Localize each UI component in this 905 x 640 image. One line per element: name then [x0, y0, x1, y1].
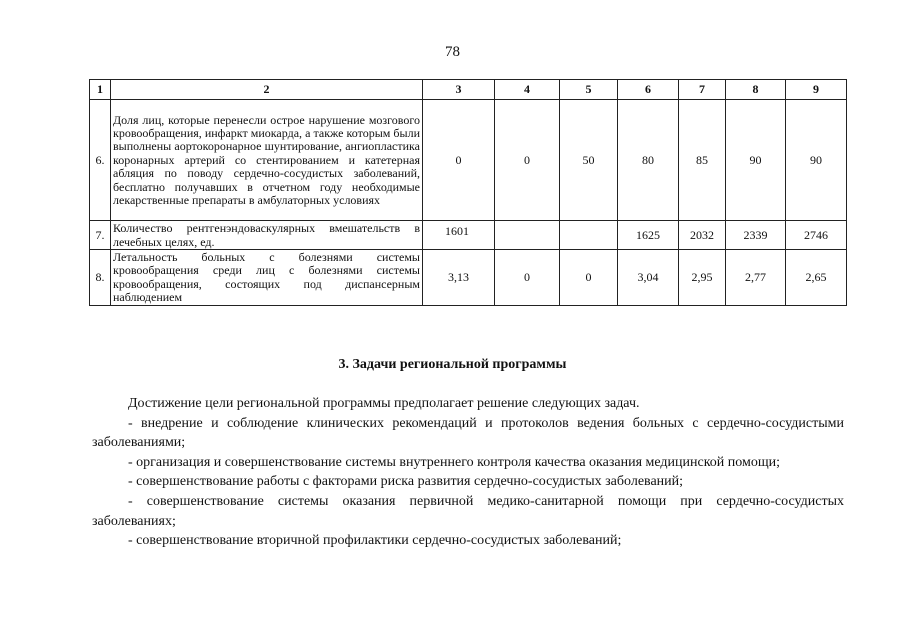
row-value: 0 — [560, 250, 618, 306]
table-row — [90, 221, 847, 250]
table-row — [90, 100, 847, 221]
page-number: 78 — [445, 44, 460, 60]
row-value: 1601 — [423, 221, 495, 250]
row-value: 80 — [618, 100, 679, 221]
table-header-cell: 3 — [423, 80, 495, 100]
row-value: 50 — [560, 100, 618, 221]
intro-paragraph: Достижение цели региональной программы предполагает решение следующих задач. — [128, 396, 640, 411]
table-header-cell: 8 — [726, 80, 786, 100]
indicators-table — [89, 79, 847, 306]
table-row — [90, 250, 847, 306]
row-number: 6. — [90, 100, 111, 221]
row-value — [495, 221, 560, 250]
row-value: 2032 — [679, 221, 726, 250]
row-value: 0 — [495, 100, 560, 221]
task-item: - внедрение и соблюдение клинических рекомендаций и протоколов ведения больных с сердечно-сосудистыми заболеваниями; — [92, 415, 844, 451]
table-header-cell: 6 — [618, 80, 679, 100]
table-header-cell: 2 — [111, 80, 423, 100]
row-value: 2746 — [786, 221, 847, 250]
task-item: - совершенствование системы оказания первичной медико-санитарной помощи при сердечно-сосудистых заболеваниях; — [92, 493, 844, 529]
row-value: 1625 — [618, 221, 679, 250]
row-value: 2,95 — [679, 250, 726, 306]
table-header-cell: 5 — [560, 80, 618, 100]
section-title: 3. Задачи региональной программы — [338, 357, 567, 372]
row-value: 90 — [726, 100, 786, 221]
row-value: 2,65 — [786, 250, 847, 306]
table-header-cell: 1 — [90, 80, 111, 100]
row-value: 0 — [495, 250, 560, 306]
row-number: 7. — [90, 221, 111, 250]
row-description: Доля лиц, которые перенесли острое нарушение мозгового кровообращения, инфаркт миокарда, а также которым были выполнены аортокоронарное шунтирование, ангиопластика коронарных артерий со стентированием и катетерная абляция по поводу сердечно-сосудистых заболеваний, бесплатно получавших в отчетном году необходимые лекарственные препараты в амбулаторных условиях — [111, 100, 423, 221]
task-item: - организация и совершенствование системы внутреннего контроля качества оказания медицинской помощи; — [128, 454, 781, 470]
row-value: 3,04 — [618, 250, 679, 306]
row-number: 8. — [90, 250, 111, 306]
table-header-row — [90, 80, 847, 100]
row-value — [560, 221, 618, 250]
table-header-cell: 7 — [679, 80, 726, 100]
task-item: - совершенствование вторичной профилактики сердечно-сосудистых заболеваний; — [128, 533, 622, 549]
row-value: 85 — [679, 100, 726, 221]
task-item: - совершенствование работы с факторами риска развития сердечно-сосудистых заболеваний; — [128, 474, 684, 490]
table-header-cell: 9 — [786, 80, 847, 100]
row-description: Летальность больных с болезнями системы кровообращения среди лиц с болезнями системы кровообращения, состоящих под диспансерным наблюдением — [111, 250, 423, 306]
section-body — [92, 394, 844, 551]
row-value: 2,77 — [726, 250, 786, 306]
row-value: 3,13 — [423, 250, 495, 306]
row-value: 2339 — [726, 221, 786, 250]
row-description: Количество рентгенэндоваскулярных вмешательств в лечебных целях, ед. — [111, 221, 423, 250]
row-value: 90 — [786, 100, 847, 221]
table-header-cell: 4 — [495, 80, 560, 100]
row-value: 0 — [423, 100, 495, 221]
